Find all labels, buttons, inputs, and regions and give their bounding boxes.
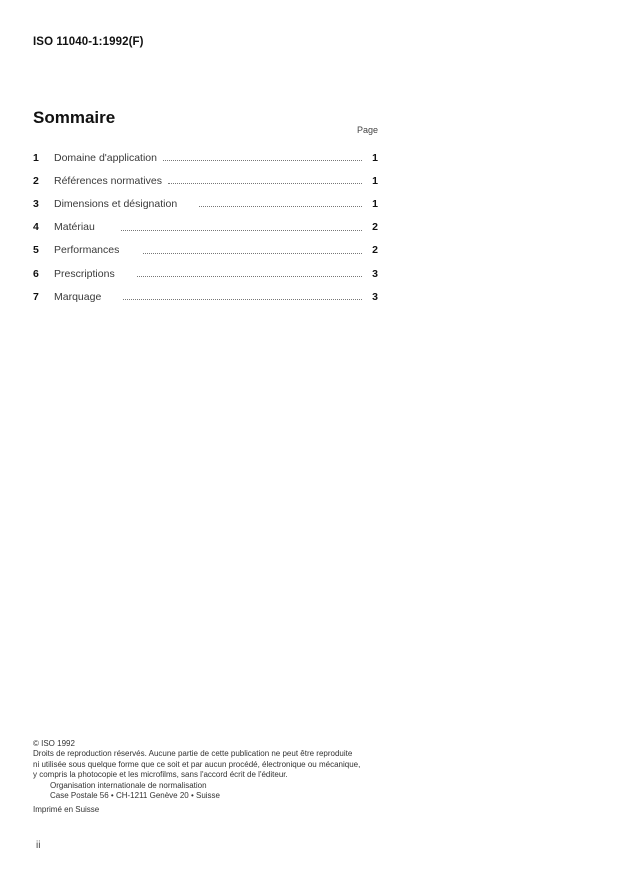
toc-entry-page: 1 (372, 174, 378, 187)
copyright-block (33, 739, 383, 815)
publisher-address (50, 781, 383, 802)
postal-address: Case Postale 56 • CH-1211 Genève 20 • Suisse (50, 791, 220, 801)
toc-entry-number: 4 (33, 221, 39, 234)
toc-entry-number: 6 (33, 267, 39, 280)
rights-line: Droits de reproduction réservés. Aucune partie de cette publication ne peut être reproduite (33, 749, 353, 759)
dot-leader (168, 175, 362, 184)
toc-entry-label: Marquage (54, 290, 102, 303)
toc-entry[interactable] (33, 285, 378, 308)
page-number: ii (36, 840, 41, 851)
toc-entry-label: Références normatives (54, 174, 162, 187)
toc-entry[interactable] (33, 216, 378, 239)
toc-entry[interactable] (33, 192, 378, 215)
dot-leader (121, 222, 362, 231)
toc-entry-number: 5 (33, 244, 39, 257)
toc-entry-page: 2 (372, 221, 378, 234)
toc-entry[interactable] (33, 262, 378, 285)
dot-leader (143, 245, 362, 254)
organization-name: Organisation internationale de normalisation (50, 781, 207, 791)
toc-entry-number: 3 (33, 197, 39, 210)
dot-leader (137, 268, 362, 277)
toc-entry-label: Dimensions et désignation (54, 197, 178, 210)
toc-entry-page: 3 (372, 290, 378, 303)
toc-entry-number: 2 (33, 174, 39, 187)
dot-leader (123, 291, 362, 300)
toc-page-column-label: Page (357, 125, 379, 135)
dot-leader (199, 198, 362, 207)
toc-entry-page: 1 (372, 197, 378, 210)
toc-title: Sommaire (33, 108, 116, 127)
toc-entry-label: Prescriptions (54, 267, 115, 280)
dot-leader (163, 152, 362, 161)
toc-entry-label: Domaine d'application (54, 151, 157, 164)
rights-line: y compris la photocopie et les microfilms, sans l'accord écrit de l'éditeur. (33, 769, 288, 779)
document-reference: ISO 11040-1:1992(F) (33, 36, 144, 48)
copyright-notice: © ISO 1992 (33, 739, 75, 748)
toc-entry-page: 1 (372, 151, 378, 164)
toc-entry[interactable] (33, 146, 378, 169)
printed-in: Imprimé en Suisse (33, 804, 100, 814)
toc-entry-label: Matériau (54, 221, 95, 234)
toc-entry-page: 3 (372, 267, 378, 280)
toc-entry-page: 2 (372, 244, 378, 257)
toc-entry-number: 1 (33, 151, 39, 164)
rights-line: ni utilisée sous quelque forme que ce soit et par aucun procédé, électronique ou mécanique, (33, 759, 361, 769)
toc-entry-number: 7 (33, 290, 39, 303)
toc-entry-label: Performances (54, 244, 120, 257)
toc-entry[interactable] (33, 169, 378, 192)
toc-entry[interactable] (33, 239, 378, 262)
table-of-contents (33, 146, 378, 308)
